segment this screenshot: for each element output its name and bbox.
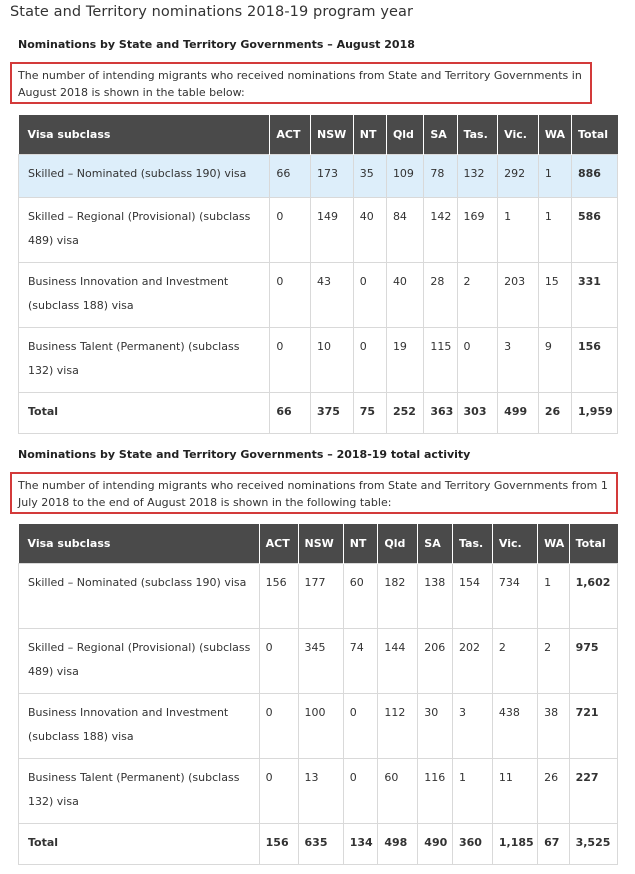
value-cell-total: 975 bbox=[569, 628, 617, 693]
value-cell-nsw: 100 bbox=[298, 693, 343, 758]
column-header-vic: Vic. bbox=[492, 524, 537, 563]
value-cell-act: 0 bbox=[259, 628, 298, 693]
total-cell-qld: 252 bbox=[386, 392, 423, 433]
value-cell-vic: 203 bbox=[498, 262, 539, 327]
column-header-visa-subclass: Visa subclass bbox=[19, 524, 260, 563]
visa-subclass-cell: Skilled – Regional (Provisional) (subclass 489) visa bbox=[19, 197, 270, 262]
value-cell-vic: 292 bbox=[498, 154, 539, 197]
visa-subclass-cell: Skilled – Nominated (subclass 190) visa bbox=[19, 154, 270, 197]
value-cell-sa: 116 bbox=[418, 758, 453, 823]
value-cell-total: 721 bbox=[569, 693, 617, 758]
page-title: State and Territory nominations 2018-19 program year bbox=[10, 4, 414, 20]
value-cell-qld: 144 bbox=[378, 628, 418, 693]
value-cell-sa: 206 bbox=[418, 628, 453, 693]
total-cell-tas: 360 bbox=[452, 823, 492, 864]
section-heading-total-activity: Nominations by State and Territory Governments – 2018-19 total activity bbox=[18, 448, 471, 461]
table-row bbox=[19, 693, 618, 758]
value-cell-nt: 60 bbox=[343, 563, 378, 628]
table-header-row bbox=[19, 115, 618, 154]
nominations-table-august bbox=[18, 115, 618, 434]
value-cell-qld: 182 bbox=[378, 563, 418, 628]
table-row bbox=[19, 197, 618, 262]
visa-subclass-cell: Skilled – Regional (Provisional) (subclass 489) visa bbox=[19, 628, 260, 693]
value-cell-total: 227 bbox=[569, 758, 617, 823]
visa-subclass-cell: Business Innovation and Investment (subclass 188) visa bbox=[19, 693, 260, 758]
value-cell-qld: 40 bbox=[386, 262, 423, 327]
column-header-visa-subclass: Visa subclass bbox=[19, 115, 270, 154]
column-header-sa: SA bbox=[424, 115, 457, 154]
value-cell-tas: 132 bbox=[457, 154, 498, 197]
total-cell-qld: 498 bbox=[378, 823, 418, 864]
value-cell-wa: 1 bbox=[538, 154, 571, 197]
total-cell-nsw: 375 bbox=[311, 392, 354, 433]
table-row bbox=[19, 563, 618, 628]
value-cell-qld: 60 bbox=[378, 758, 418, 823]
value-cell-vic: 11 bbox=[492, 758, 537, 823]
visa-subclass-cell: Skilled – Nominated (subclass 190) visa bbox=[19, 563, 260, 628]
value-cell-total: 1,602 bbox=[569, 563, 617, 628]
column-header-tas: Tas. bbox=[457, 115, 498, 154]
value-cell-tas: 2 bbox=[457, 262, 498, 327]
nominations-table-total-activity bbox=[18, 524, 618, 865]
value-cell-vic: 438 bbox=[492, 693, 537, 758]
total-cell-wa: 67 bbox=[538, 823, 570, 864]
column-header-nsw: NSW bbox=[311, 115, 354, 154]
value-cell-sa: 115 bbox=[424, 327, 457, 392]
value-cell-vic: 3 bbox=[498, 327, 539, 392]
value-cell-nt: 0 bbox=[353, 262, 386, 327]
value-cell-total: 156 bbox=[571, 327, 617, 392]
table-row bbox=[19, 327, 618, 392]
value-cell-wa: 1 bbox=[538, 563, 570, 628]
value-cell-nt: 0 bbox=[343, 693, 378, 758]
table-header-row bbox=[19, 524, 618, 563]
totals-label-cell: Total bbox=[19, 823, 260, 864]
value-cell-sa: 28 bbox=[424, 262, 457, 327]
value-cell-nt: 74 bbox=[343, 628, 378, 693]
total-cell-nsw: 635 bbox=[298, 823, 343, 864]
table-row bbox=[19, 628, 618, 693]
value-cell-vic: 2 bbox=[492, 628, 537, 693]
value-cell-nsw: 10 bbox=[311, 327, 354, 392]
value-cell-tas: 0 bbox=[457, 327, 498, 392]
value-cell-nsw: 13 bbox=[298, 758, 343, 823]
column-header-nt: NT bbox=[343, 524, 378, 563]
total-cell-sa: 490 bbox=[418, 823, 453, 864]
value-cell-qld: 109 bbox=[386, 154, 423, 197]
value-cell-nsw: 149 bbox=[311, 197, 354, 262]
value-cell-tas: 3 bbox=[452, 693, 492, 758]
total-cell-wa: 26 bbox=[538, 392, 571, 433]
table-row bbox=[19, 154, 618, 197]
column-header-wa: WA bbox=[538, 115, 571, 154]
value-cell-nsw: 43 bbox=[311, 262, 354, 327]
value-cell-qld: 84 bbox=[386, 197, 423, 262]
value-cell-vic: 1 bbox=[498, 197, 539, 262]
total-cell-total: 1,959 bbox=[571, 392, 617, 433]
value-cell-qld: 19 bbox=[386, 327, 423, 392]
column-header-vic: Vic. bbox=[498, 115, 539, 154]
total-cell-nt: 75 bbox=[353, 392, 386, 433]
value-cell-tas: 202 bbox=[452, 628, 492, 693]
column-header-nt: NT bbox=[353, 115, 386, 154]
intro-callout-august bbox=[10, 62, 592, 104]
column-header-act: ACT bbox=[270, 115, 311, 154]
value-cell-act: 0 bbox=[259, 758, 298, 823]
visa-subclass-cell: Business Talent (Permanent) (subclass 132) visa bbox=[19, 758, 260, 823]
column-header-qld: Qld bbox=[386, 115, 423, 154]
value-cell-sa: 78 bbox=[424, 154, 457, 197]
value-cell-wa: 26 bbox=[538, 758, 570, 823]
column-header-qld: Qld bbox=[378, 524, 418, 563]
intro-text: The number of intending migrants who received nominations from State and Territory Governments in August 2018 is shown in the table below: bbox=[18, 69, 582, 99]
table-row bbox=[19, 262, 618, 327]
total-cell-vic: 1,185 bbox=[492, 823, 537, 864]
table-row bbox=[19, 758, 618, 823]
value-cell-total: 886 bbox=[571, 154, 617, 197]
totals-row bbox=[19, 823, 618, 864]
value-cell-nt: 40 bbox=[353, 197, 386, 262]
column-header-tas: Tas. bbox=[452, 524, 492, 563]
total-cell-nt: 134 bbox=[343, 823, 378, 864]
value-cell-wa: 38 bbox=[538, 693, 570, 758]
value-cell-wa: 2 bbox=[538, 628, 570, 693]
intro-callout-total-activity bbox=[10, 472, 618, 514]
value-cell-tas: 1 bbox=[452, 758, 492, 823]
total-cell-sa: 363 bbox=[424, 392, 457, 433]
value-cell-nt: 0 bbox=[353, 327, 386, 392]
value-cell-nt: 35 bbox=[353, 154, 386, 197]
totals-row bbox=[19, 392, 618, 433]
column-header-sa: SA bbox=[418, 524, 453, 563]
total-cell-tas: 303 bbox=[457, 392, 498, 433]
value-cell-act: 66 bbox=[270, 154, 311, 197]
visa-subclass-cell: Business Innovation and Investment (subclass 188) visa bbox=[19, 262, 270, 327]
value-cell-act: 0 bbox=[270, 262, 311, 327]
value-cell-tas: 169 bbox=[457, 197, 498, 262]
value-cell-nsw: 177 bbox=[298, 563, 343, 628]
intro-text: The number of intending migrants who received nominations from State and Territory Governments from 1 July 2018 to the end of August 2018 is shown in the following table: bbox=[18, 479, 608, 509]
value-cell-vic: 734 bbox=[492, 563, 537, 628]
value-cell-sa: 142 bbox=[424, 197, 457, 262]
total-cell-total: 3,525 bbox=[569, 823, 617, 864]
value-cell-nt: 0 bbox=[343, 758, 378, 823]
column-header-wa: WA bbox=[538, 524, 570, 563]
value-cell-total: 331 bbox=[571, 262, 617, 327]
column-header-total: Total bbox=[569, 524, 617, 563]
column-header-act: ACT bbox=[259, 524, 298, 563]
value-cell-tas: 154 bbox=[452, 563, 492, 628]
value-cell-act: 0 bbox=[259, 693, 298, 758]
section-heading-august: Nominations by State and Territory Governments – August 2018 bbox=[18, 38, 415, 51]
value-cell-total: 586 bbox=[571, 197, 617, 262]
value-cell-act: 0 bbox=[270, 197, 311, 262]
value-cell-nsw: 345 bbox=[298, 628, 343, 693]
column-header-total: Total bbox=[571, 115, 617, 154]
visa-subclass-cell: Business Talent (Permanent) (subclass 132) visa bbox=[19, 327, 270, 392]
total-cell-act: 156 bbox=[259, 823, 298, 864]
column-header-nsw: NSW bbox=[298, 524, 343, 563]
value-cell-wa: 1 bbox=[538, 197, 571, 262]
value-cell-qld: 112 bbox=[378, 693, 418, 758]
value-cell-wa: 15 bbox=[538, 262, 571, 327]
total-cell-vic: 499 bbox=[498, 392, 539, 433]
value-cell-nsw: 173 bbox=[311, 154, 354, 197]
value-cell-sa: 30 bbox=[418, 693, 453, 758]
value-cell-act: 156 bbox=[259, 563, 298, 628]
value-cell-wa: 9 bbox=[538, 327, 571, 392]
totals-label-cell: Total bbox=[19, 392, 270, 433]
value-cell-sa: 138 bbox=[418, 563, 453, 628]
total-cell-act: 66 bbox=[270, 392, 311, 433]
value-cell-act: 0 bbox=[270, 327, 311, 392]
